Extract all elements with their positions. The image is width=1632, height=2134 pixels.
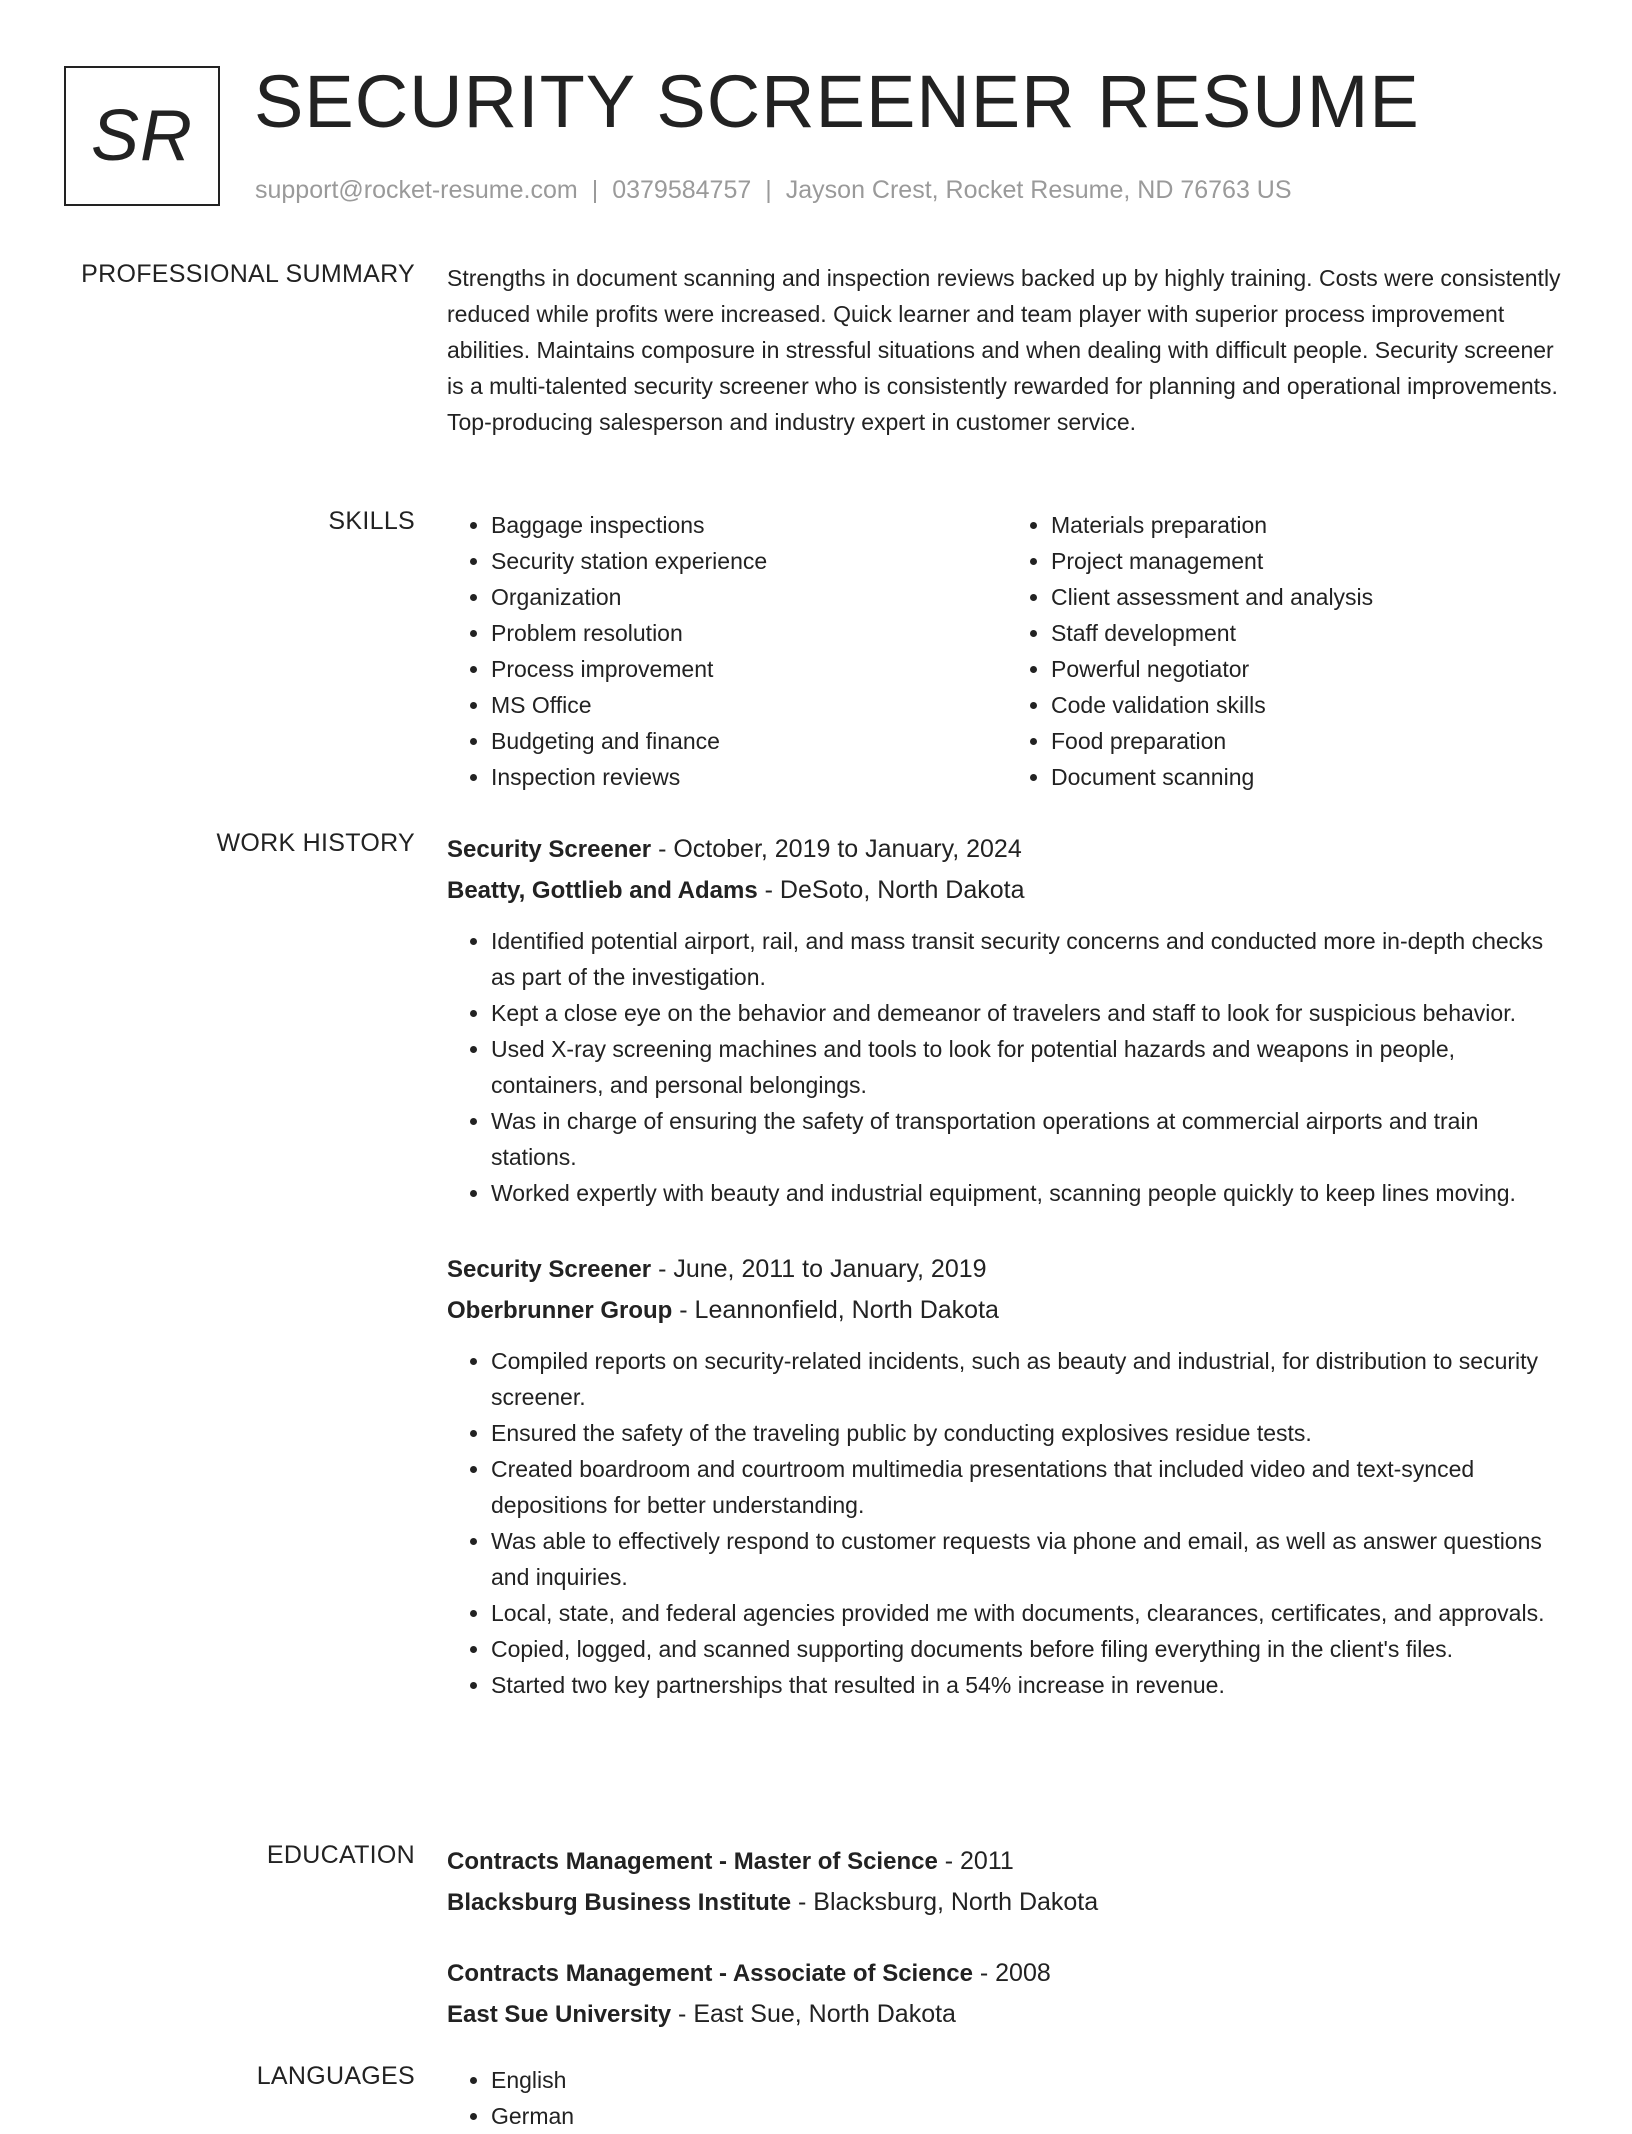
degree-year: - 2011 — [937, 1847, 1014, 1875]
degree-name: Contracts Management - Associate of Science — [447, 1960, 973, 1987]
skill-item: • Document scanning — [1051, 759, 1567, 795]
job-bullet: • Used X-ray screening machines and tools to look for potential hazards and weapons in people, containers, and personal belongings. — [491, 1031, 1567, 1103]
languages-list — [447, 2062, 1567, 2134]
skill-item: • Security station experience — [491, 543, 1007, 579]
job-bullet: • Local, state, and federal agencies provided me with documents, clearances, certificates, and approvals. — [491, 1595, 1567, 1631]
contact-address: Jayson Crest, Rocket Resume, ND 76763 US — [785, 176, 1292, 204]
resume-title: SECURITY SCREENER RESUME — [254, 60, 1420, 143]
job-bullet: • Was able to effectively respond to customer requests via phone and email, as well as answer questions and inquiries. — [491, 1523, 1567, 1595]
job-bullets — [447, 923, 1567, 1211]
job-bullet: • Copied, logged, and scanned supporting documents before filing everything in the client's files. — [491, 1631, 1567, 1667]
school-name: Blacksburg Business Institute — [447, 1889, 792, 1916]
language-item: • English — [491, 2062, 1567, 2098]
skill-item: • Project management — [1051, 543, 1567, 579]
school-line — [447, 1994, 1567, 2035]
job-title: Security Screener — [447, 1256, 652, 1283]
skill-item: • Client assessment and analysis — [1051, 579, 1567, 615]
job-dates: - June, 2011 to January, 2019 — [651, 1255, 987, 1283]
skill-item: • Code validation skills — [1051, 687, 1567, 723]
summary-text: Strengths in document scanning and inspection reviews backed up by highly training. Costs were consistently reduced while profits were increased. Quick learner and team player with superior process improvement abilities. Maintains composure in stressful situations and when dealing with difficult people. Security screener is a multi-talented security screener who is consistently rewarded for planning and operational improvements. Top-producing salesperson and industry expert in customer service. — [447, 265, 1561, 435]
education-label: EDUCATION — [266, 1841, 415, 1869]
education-body — [447, 1841, 1567, 2065]
job-bullet: • Identified potential airport, rail, and mass transit security concerns and conducted more in-depth checks as part of the investigation. — [491, 923, 1567, 995]
job-location: - DeSoto, North Dakota — [757, 876, 1025, 904]
job-bullet: • Ensured the safety of the traveling public by conducting explosives residue tests. — [491, 1415, 1567, 1451]
school-location: - East Sue, North Dakota — [671, 2000, 956, 2028]
job-company: Beatty, Gottlieb and Adams — [447, 877, 758, 904]
skill-item: • Organization — [491, 579, 1007, 615]
skill-item: • Baggage inspections — [491, 507, 1007, 543]
skills-label: SKILLS — [328, 507, 415, 535]
job-title-line — [447, 1249, 1567, 1290]
degree-name: Contracts Management - Master of Science — [447, 1848, 938, 1875]
job-company-line — [447, 1290, 1567, 1331]
education-entry — [447, 1953, 1567, 2035]
job-company-line — [447, 870, 1567, 911]
job-bullet: • Started two key partnerships that resulted in a 54% increase in revenue. — [491, 1667, 1567, 1703]
job-bullet: • Compiled reports on security-related incidents, such as beauty and industrial, for distribution to security screener. — [491, 1343, 1567, 1415]
education-entry — [447, 1841, 1567, 1923]
skill-item: • Food preparation — [1051, 723, 1567, 759]
skill-item: • Materials preparation — [1051, 507, 1567, 543]
languages-body — [447, 2062, 1567, 2134]
skill-item: • Process improvement — [491, 651, 1007, 687]
degree-year: - 2008 — [972, 1959, 1051, 1987]
summary-label: PROFESSIONAL SUMMARY — [81, 260, 415, 288]
skills-list-left — [447, 507, 1007, 795]
contact-phone[interactable]: 0379584757 — [612, 176, 752, 204]
degree-line — [447, 1953, 1567, 1994]
skills-columns — [447, 507, 1567, 795]
job-location: - Leannonfield, North Dakota — [672, 1296, 999, 1324]
skill-item: • MS Office — [491, 687, 1007, 723]
contact-separator: | — [765, 176, 772, 204]
job-bullet: • Created boardroom and courtroom multimedia presentations that included video and text-synced depositions for better understanding. — [491, 1451, 1567, 1523]
skill-item: • Powerful negotiator — [1051, 651, 1567, 687]
skills-body — [447, 507, 1567, 795]
job-company: Oberbrunner Group — [447, 1297, 673, 1324]
work-history-label: WORK HISTORY — [216, 829, 415, 857]
contact-line — [255, 176, 1292, 205]
job-bullet: • Was in charge of ensuring the safety of transportation operations at commercial airports and train stations. — [491, 1103, 1567, 1175]
job-bullet: • Kept a close eye on the behavior and demeanor of travelers and staff to look for suspicious behavior. — [491, 995, 1567, 1031]
skill-item: • Staff development — [1051, 615, 1567, 651]
summary-body — [447, 260, 1567, 440]
school-location: - Blacksburg, North Dakota — [791, 1888, 1099, 1916]
job-entry — [447, 1249, 1567, 1703]
job-title: Security Screener — [447, 836, 652, 863]
monogram-initials: SR — [64, 66, 220, 206]
job-bullets — [447, 1343, 1567, 1703]
contact-separator: | — [591, 176, 599, 204]
skill-item: • Inspection reviews — [491, 759, 1007, 795]
job-title-line — [447, 829, 1567, 870]
languages-label: LANGUAGES — [256, 2062, 415, 2090]
job-bullet: • Worked expertly with beauty and industrial equipment, scanning people quickly to keep lines moving. — [491, 1175, 1567, 1211]
school-line — [447, 1882, 1567, 1923]
skill-item: • Problem resolution — [491, 615, 1007, 651]
work-history-body — [447, 829, 1567, 1741]
job-dates: - October, 2019 to January, 2024 — [651, 835, 1022, 863]
degree-line — [447, 1841, 1567, 1882]
skill-item: • Budgeting and finance — [491, 723, 1007, 759]
job-entry — [447, 829, 1567, 1211]
language-item: • German — [491, 2098, 1567, 2134]
contact-email[interactable]: support@rocket-resume.com — [255, 176, 578, 204]
skills-list-right — [1007, 507, 1567, 795]
school-name: East Sue University — [447, 2001, 672, 2028]
